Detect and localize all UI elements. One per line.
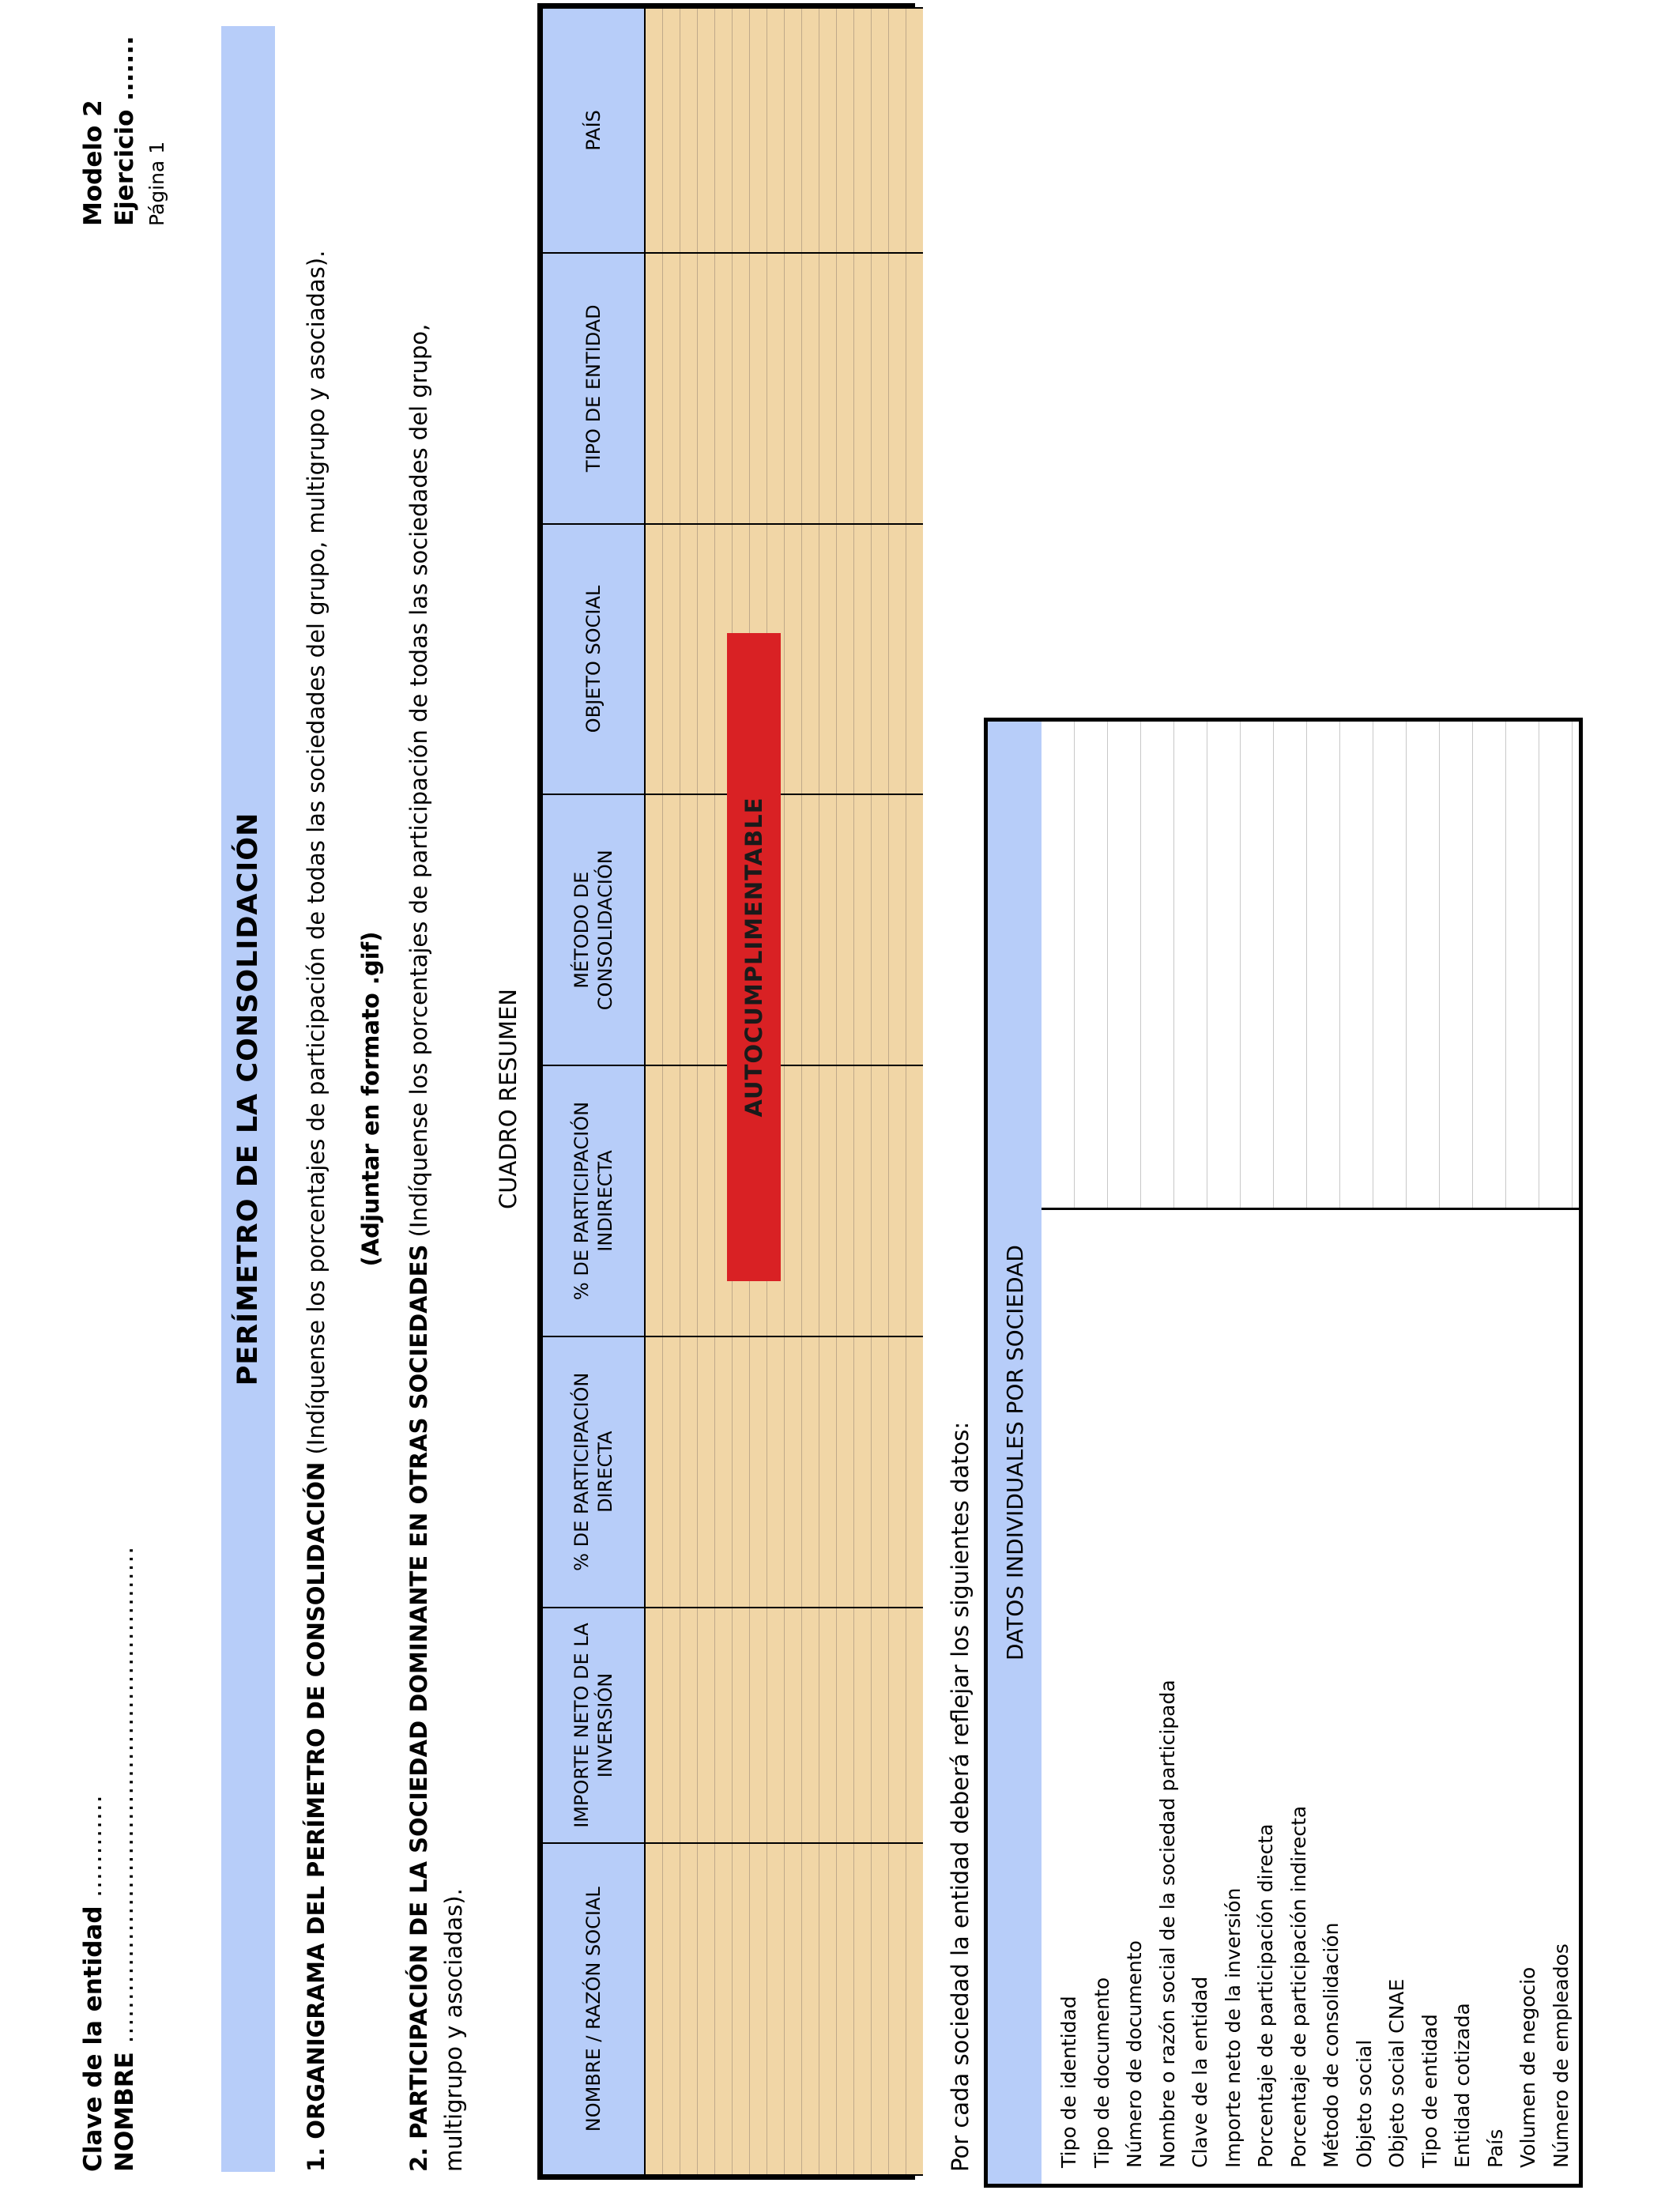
- table-cell[interactable]: [854, 253, 872, 524]
- table-cell[interactable]: [698, 794, 715, 1065]
- table-cell[interactable]: [854, 8, 872, 253]
- list-item: Nombre o razón social de la sociedad participada: [1155, 1679, 1179, 2168]
- ruled-line: [1042, 722, 1075, 1208]
- table-row: [785, 8, 802, 2175]
- table-cell[interactable]: [680, 1336, 698, 1608]
- table-cell[interactable]: [889, 1065, 906, 1336]
- table-cell[interactable]: [819, 8, 837, 253]
- table-cell[interactable]: [715, 8, 733, 253]
- section2-paragraph: [401, 324, 471, 2172]
- table-cell[interactable]: [767, 1608, 785, 1844]
- table-cell[interactable]: [698, 1843, 715, 2175]
- list-item: Porcentaje de participación indirecta: [1286, 1805, 1310, 2168]
- list-item: Método de consolidación: [1320, 1922, 1343, 2168]
- clave-label: Clave de la entidad: [79, 1906, 107, 2172]
- summary-header-row: [542, 8, 645, 2175]
- table-row: [906, 8, 924, 2175]
- table-cell[interactable]: [645, 794, 663, 1065]
- ruled-line: [1407, 722, 1440, 1208]
- table-cell[interactable]: [837, 1843, 854, 2175]
- col-directa: % DE PARTICIPACIÓN DIRECTA: [542, 1336, 645, 1608]
- list-item: Número de documento: [1123, 1940, 1146, 2168]
- table-cell[interactable]: [680, 524, 698, 795]
- table-cell[interactable]: [698, 524, 715, 795]
- table-cell[interactable]: [663, 1843, 680, 2175]
- table-cell[interactable]: [802, 1843, 819, 2175]
- summary-table: [537, 3, 915, 2180]
- table-cell[interactable]: [819, 1065, 837, 1336]
- section2-heading: 2. PARTICIPACIÓN DE LA SOCIEDAD DOMINANTE EN OTRAS SOCIEDADES: [405, 1244, 432, 2172]
- table-cell[interactable]: [680, 794, 698, 1065]
- datos-item-list: [1042, 1208, 1579, 2184]
- table-cell[interactable]: [837, 1065, 854, 1336]
- table-row: [872, 8, 889, 2175]
- table-cell[interactable]: [837, 1336, 854, 1608]
- table-cell[interactable]: [889, 253, 906, 524]
- table-cell[interactable]: [872, 1065, 889, 1336]
- table-cell[interactable]: [854, 1336, 872, 1608]
- section1-paragraph: [299, 251, 333, 2172]
- table-cell[interactable]: [837, 524, 854, 795]
- table-cell[interactable]: [698, 253, 715, 524]
- ejercicio-label[interactable]: Ejercicio .......: [111, 36, 139, 226]
- table-row: [663, 8, 680, 2175]
- table-cell[interactable]: [767, 8, 785, 253]
- table-cell[interactable]: [663, 794, 680, 1065]
- table-cell[interactable]: [733, 8, 750, 253]
- table-cell[interactable]: [785, 1336, 802, 1608]
- table-cell[interactable]: [698, 1065, 715, 1336]
- ruled-line: [1340, 722, 1373, 1208]
- ruled-line: [1141, 722, 1174, 1208]
- table-cell[interactable]: [802, 1065, 819, 1336]
- table-cell[interactable]: [767, 1336, 785, 1608]
- table-cell[interactable]: [645, 253, 663, 524]
- table-cell[interactable]: [715, 253, 733, 524]
- ruled-line: [1506, 722, 1539, 1208]
- list-item: Tipo de documento: [1090, 1977, 1113, 2168]
- table-cell[interactable]: [698, 1608, 715, 1844]
- por-cada-text: Por cada sociedad la entidad deberá reflejar los siguientes datos:: [947, 1421, 974, 2172]
- table-row: [698, 8, 715, 2175]
- table-cell[interactable]: [785, 8, 802, 253]
- col-objeto: OBJETO SOCIAL: [542, 524, 645, 795]
- clave-line: [79, 1794, 107, 2172]
- table-cell[interactable]: [767, 253, 785, 524]
- table-cell[interactable]: [802, 8, 819, 253]
- page-title: PERÍMETRO DE LA CONSOLIDACIÓN: [221, 26, 275, 2172]
- table-cell[interactable]: [889, 1843, 906, 2175]
- table-cell[interactable]: [889, 1608, 906, 1844]
- table-cell[interactable]: [750, 1608, 767, 1844]
- table-cell[interactable]: [645, 1843, 663, 2175]
- table-cell[interactable]: [733, 1608, 750, 1844]
- section2-text-2: multigrupo y asociadas).: [440, 1888, 467, 2172]
- table-cell[interactable]: [854, 1608, 872, 1844]
- table-cell[interactable]: [802, 524, 819, 795]
- table-cell[interactable]: [785, 253, 802, 524]
- table-row: [889, 8, 906, 2175]
- table-cell[interactable]: [906, 1065, 924, 1336]
- table-cell[interactable]: [819, 253, 837, 524]
- table-cell[interactable]: [837, 253, 854, 524]
- adjuntar-note: (Adjuntar en formato .gif): [357, 931, 384, 1267]
- pagina-label: Página 1: [145, 141, 168, 226]
- table-cell[interactable]: [750, 1336, 767, 1608]
- table-cell[interactable]: [872, 1608, 889, 1844]
- table-cell[interactable]: [785, 794, 802, 1065]
- table-cell[interactable]: [906, 1336, 924, 1608]
- nombre-line: [111, 1546, 139, 2172]
- table-cell[interactable]: [680, 8, 698, 253]
- table-cell[interactable]: [872, 524, 889, 795]
- table-cell[interactable]: [645, 1065, 663, 1336]
- list-item: Volumen de negocio: [1516, 1966, 1539, 2168]
- ruled-line: [1274, 722, 1307, 1208]
- table-row: [802, 8, 819, 2175]
- table-cell[interactable]: [872, 1336, 889, 1608]
- ruled-line: [1075, 722, 1108, 1208]
- list-item: Porcentaje de participación directa: [1254, 1823, 1277, 2168]
- table-cell[interactable]: [750, 8, 767, 253]
- table-cell[interactable]: [802, 794, 819, 1065]
- table-cell[interactable]: [750, 253, 767, 524]
- table-cell[interactable]: [663, 1065, 680, 1336]
- table-cell[interactable]: [854, 794, 872, 1065]
- cuadro-resumen-title: CUADRO RESUMEN: [495, 989, 522, 1209]
- col-tipo: TIPO DE ENTIDAD: [542, 253, 645, 524]
- list-item: Número de empleados: [1549, 1943, 1573, 2168]
- list-item: Tipo de entidad: [1418, 2014, 1441, 2168]
- ruled-line: [1440, 722, 1473, 1208]
- table-cell[interactable]: [698, 1336, 715, 1608]
- table-cell[interactable]: [680, 1065, 698, 1336]
- table-cell[interactable]: [733, 253, 750, 524]
- table-cell[interactable]: [889, 794, 906, 1065]
- table-cell[interactable]: [680, 253, 698, 524]
- list-item: País: [1483, 2128, 1507, 2168]
- table-cell[interactable]: [645, 1336, 663, 1608]
- table-cell[interactable]: [663, 1608, 680, 1844]
- table-row: [819, 8, 837, 2175]
- table-cell[interactable]: [680, 1843, 698, 2175]
- table-cell[interactable]: [715, 1843, 733, 2175]
- list-item: Entidad cotizada: [1451, 2003, 1474, 2168]
- list-item: Importe neto de la inversión: [1221, 1887, 1245, 2168]
- table-cell[interactable]: [715, 1336, 733, 1608]
- table-row: [854, 8, 872, 2175]
- table-row: [645, 8, 663, 2175]
- datos-lines-area: [1042, 722, 1579, 1208]
- table-cell[interactable]: [645, 524, 663, 795]
- nombre-dots[interactable]: ..........................................................: [111, 1545, 139, 2044]
- ruled-line: [1241, 722, 1274, 1208]
- col-metodo: MÉTODO DE CONSOLIDACIÓN: [542, 794, 645, 1065]
- table-cell[interactable]: [645, 1608, 663, 1844]
- clave-dots[interactable]: ............: [79, 1794, 107, 1898]
- table-cell[interactable]: [906, 1843, 924, 2175]
- table-cell[interactable]: [889, 524, 906, 795]
- table-cell[interactable]: [906, 253, 924, 524]
- table-cell[interactable]: [785, 1065, 802, 1336]
- table-cell[interactable]: [819, 1608, 837, 1844]
- table-cell[interactable]: [645, 8, 663, 253]
- table-cell[interactable]: [889, 1336, 906, 1608]
- list-item: Objeto social: [1352, 2039, 1376, 2168]
- table-cell[interactable]: [854, 1843, 872, 2175]
- table-cell[interactable]: [819, 524, 837, 795]
- table-row: [680, 8, 698, 2175]
- ruled-line: [1108, 722, 1141, 1208]
- table-cell[interactable]: [663, 524, 680, 795]
- table-cell[interactable]: [698, 8, 715, 253]
- section2-text: (Indíquense los porcentajes de participación de todas las sociedades del grupo,: [405, 323, 432, 1245]
- ruled-line: [1473, 722, 1506, 1208]
- table-cell[interactable]: [872, 794, 889, 1065]
- datos-individuales-box: [984, 718, 1583, 2188]
- ruled-line: [1174, 722, 1207, 1208]
- list-item: Tipo de identidad: [1057, 1996, 1080, 2168]
- ruled-line: [1539, 722, 1573, 1208]
- table-cell[interactable]: [680, 1608, 698, 1844]
- summary-body: [645, 8, 923, 2175]
- table-cell[interactable]: [663, 253, 680, 524]
- datos-title: DATOS INDIVIDUALES POR SOCIEDAD: [988, 722, 1042, 2184]
- table-cell[interactable]: [750, 1843, 767, 2175]
- table-cell[interactable]: [854, 1065, 872, 1336]
- table-cell[interactable]: [819, 794, 837, 1065]
- table-cell[interactable]: [906, 1608, 924, 1844]
- list-item: Objeto social CNAE: [1385, 1978, 1408, 2168]
- table-cell[interactable]: [733, 1336, 750, 1608]
- nombre-label: NOMBRE: [111, 2052, 139, 2172]
- table-cell[interactable]: [906, 794, 924, 1065]
- modelo-label: Modelo 2: [79, 100, 107, 226]
- table-cell[interactable]: [906, 8, 924, 253]
- table-cell[interactable]: [785, 524, 802, 795]
- table-cell[interactable]: [733, 1843, 750, 2175]
- table-cell[interactable]: [854, 524, 872, 795]
- ruled-line: [1307, 722, 1340, 1208]
- table-cell[interactable]: [837, 794, 854, 1065]
- table-cell[interactable]: [802, 1608, 819, 1844]
- table-cell[interactable]: [663, 8, 680, 253]
- autocumplimentable-banner: AUTOCUMPLIMENTABLE: [727, 633, 781, 1281]
- table-cell[interactable]: [872, 1843, 889, 2175]
- table-cell[interactable]: [785, 1608, 802, 1844]
- table-cell[interactable]: [837, 8, 854, 253]
- ruled-line: [1207, 722, 1241, 1208]
- table-cell[interactable]: [802, 253, 819, 524]
- table-cell[interactable]: [889, 8, 906, 253]
- table-cell[interactable]: [906, 524, 924, 795]
- table-row: [837, 8, 854, 2175]
- table-cell[interactable]: [837, 1608, 854, 1844]
- col-importe: IMPORTE NETO DE LA INVERSIÓN: [542, 1608, 645, 1844]
- section1-text: (Indíquense los porcentajes de participación de todas las sociedades del grupo, multigrupo y asociadas).: [303, 250, 330, 1462]
- ruled-line: [1373, 722, 1407, 1208]
- list-item: Clave de la entidad: [1188, 1976, 1211, 2168]
- section1-heading: 1. ORGANIGRAMA DEL PERÍMETRO DE CONSOLIDACIÓN: [303, 1461, 330, 2172]
- table-cell[interactable]: [819, 1336, 837, 1608]
- table-cell[interactable]: [767, 1843, 785, 2175]
- table-cell[interactable]: [715, 1608, 733, 1844]
- table-cell[interactable]: [802, 1336, 819, 1608]
- table-cell[interactable]: [872, 8, 889, 253]
- table-cell[interactable]: [785, 1843, 802, 2175]
- col-indirecta: % DE PARTICIPACIÓN INDIRECTA: [542, 1065, 645, 1336]
- table-cell[interactable]: [819, 1843, 837, 2175]
- col-nombre: NOMBRE / RAZÓN SOCIAL: [542, 1843, 645, 2175]
- col-pais: PAÍS: [542, 8, 645, 253]
- table-cell[interactable]: [663, 1336, 680, 1608]
- table-cell[interactable]: [872, 253, 889, 524]
